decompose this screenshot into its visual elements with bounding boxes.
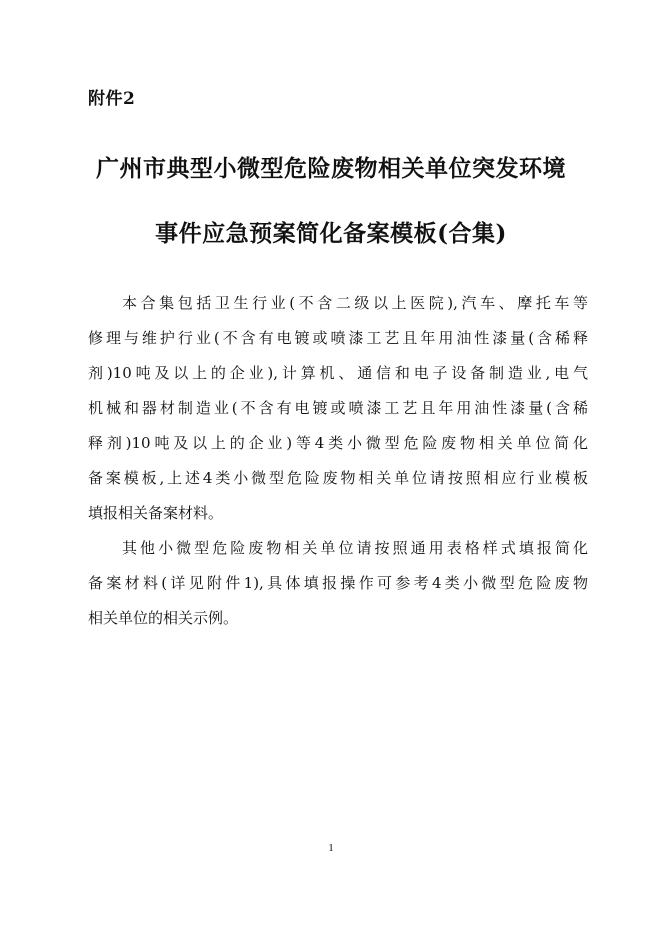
- paragraph-2-line: 其他小微型危险废物相关单位请按照通用表格样式填报简化: [122, 539, 588, 557]
- paragraph-1-line: 机械和器材制造业(不含有电镀或喷漆工艺且年用油性漆量(含稀: [88, 399, 588, 417]
- paragraph-1-line: 释剂)10吨及以上的企业)等4类小微型危险废物相关单位简化: [88, 434, 588, 452]
- paragraph-1-line: 剂)10吨及以上的企业),计算机、通信和电子设备制造业,电气: [88, 364, 588, 382]
- paragraph-1-line: 填报相关备案材料。: [88, 504, 224, 522]
- paragraph-1-line: 备案模板,上述4类小微型危险废物相关单位请按照相应行业模板: [88, 469, 588, 487]
- attachment-label: 附件2: [88, 89, 136, 109]
- paragraph-2-line: 备案材料(详见附件1),具体填报操作可参考4类小微型危险废物: [88, 574, 588, 592]
- document-title-line-2: 事件应急预案简化备案模板(合集): [155, 220, 507, 247]
- paragraph-1-line: 修理与维护行业(不含有电镀或喷漆工艺且年用油性漆量(含稀释: [88, 329, 588, 347]
- paragraph-2-line: 相关单位的相关示例。: [88, 609, 239, 627]
- paragraph-1-line: 本合集包括卫生行业(不含二级以上医院),汽车、摩托车等: [122, 294, 588, 312]
- document-title-line-1: 广州市典型小微型危险废物相关单位突发环境: [96, 155, 566, 182]
- page-number: 1: [328, 842, 334, 854]
